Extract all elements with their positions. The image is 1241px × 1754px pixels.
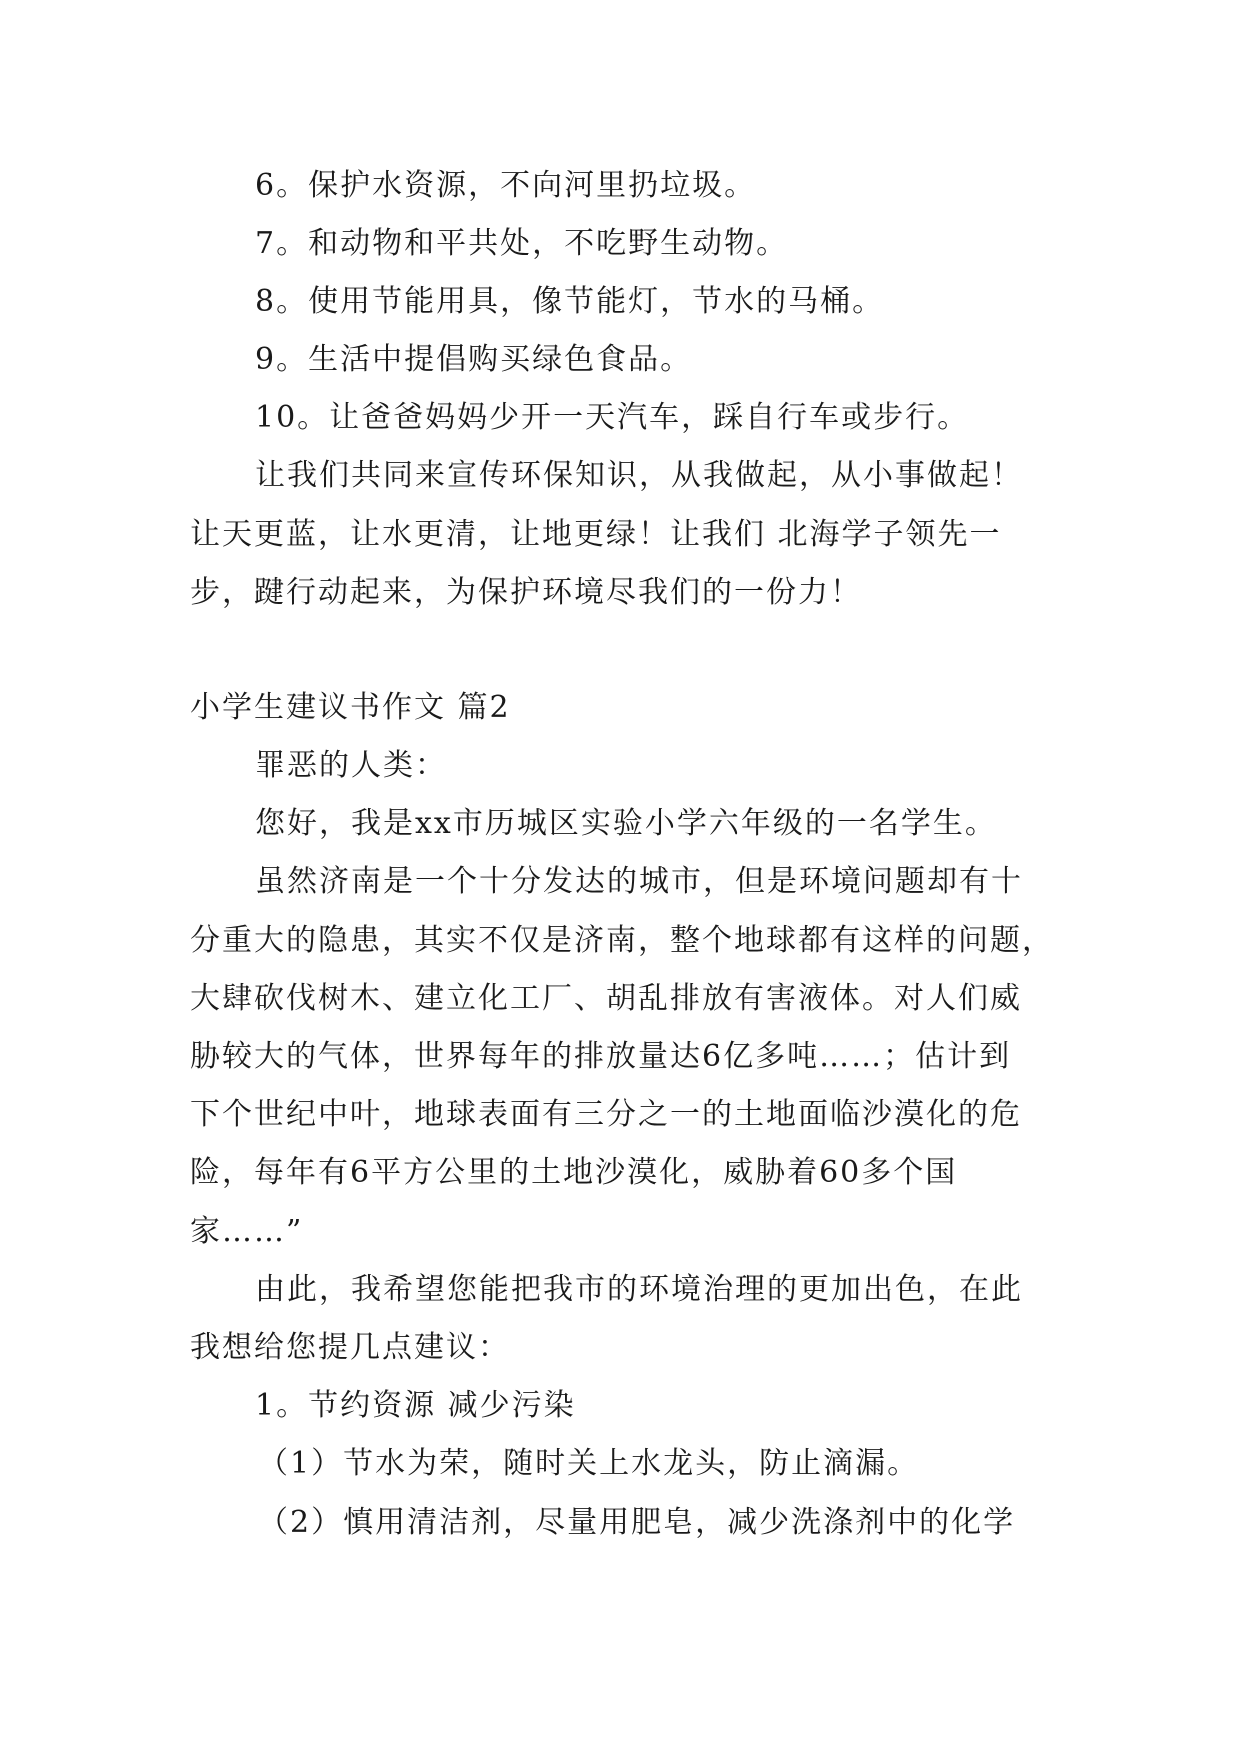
- closing-paragraph-line-3: 步，踺行动起来，为保护环境尽我们的一份力！: [190, 575, 862, 610]
- closing-paragraph-line-1: 让我们共同来宣传环保知识，从我做起，从小事做起！: [255, 458, 1023, 493]
- suggestion-item-2: （2）慎用清洁剂，尽量用肥皂，减少洗涤剂中的化学: [258, 1505, 1016, 1540]
- list-item-10: 10。让爸爸妈妈少开一天汽车，踩自行车或步行。: [255, 400, 970, 435]
- suggestion-heading: 1。节约资源 减少污染: [255, 1388, 576, 1423]
- list-item-7: 7。和动物和平共处，不吃野生动物。: [255, 226, 789, 261]
- greeting-paragraph: 您好，我是xx市历城区实验小学六年级的一名学生。: [255, 806, 997, 841]
- body-paragraph-line-6: 险，每年有6平方公里的土地沙漠化，威胁着60多个国: [190, 1155, 958, 1190]
- body-paragraph-line-3: 大肆砍伐树木、建立化工厂、胡乱排放有害液体。对人们威: [190, 981, 1022, 1016]
- salutation: 罪恶的人类：: [255, 748, 447, 783]
- section-heading: 小学生建议书作文 篇2: [190, 690, 511, 725]
- body-paragraph-line-5: 下个世纪中叶，地球表面有三分之一的土地面临沙漠化的危: [190, 1097, 1022, 1132]
- body-paragraph-line-2: 分重大的隐患，其实不仅是济南，整个地球都有这样的问题，: [190, 923, 1054, 958]
- list-item-8: 8。使用节能用具，像节能灯，节水的马桶。: [255, 284, 885, 319]
- body-paragraph-line-4: 胁较大的气体，世界每年的排放量达6亿多吨……；估计到: [190, 1039, 1012, 1074]
- list-item-9: 9。生活中提倡购买绿色食品。: [255, 342, 693, 377]
- request-paragraph-line-1: 由此，我希望您能把我市的环境治理的更加出色，在此: [255, 1272, 1023, 1307]
- suggestion-item-1: （1）节水为荣，随时关上水龙头，防止滴漏。: [258, 1446, 920, 1481]
- body-paragraph-line-7: 家……”: [190, 1214, 304, 1249]
- body-paragraph-line-1: 虽然济南是一个十分发达的城市，但是环境问题却有十: [255, 864, 1023, 899]
- request-paragraph-line-2: 我想给您提几点建议：: [190, 1330, 510, 1365]
- closing-paragraph-line-2: 让天更蓝，让水更清，让地更绿！让我们 北海学子领先一: [190, 517, 1002, 552]
- list-item-6: 6。保护水资源，不向河里扔垃圾。: [255, 168, 757, 203]
